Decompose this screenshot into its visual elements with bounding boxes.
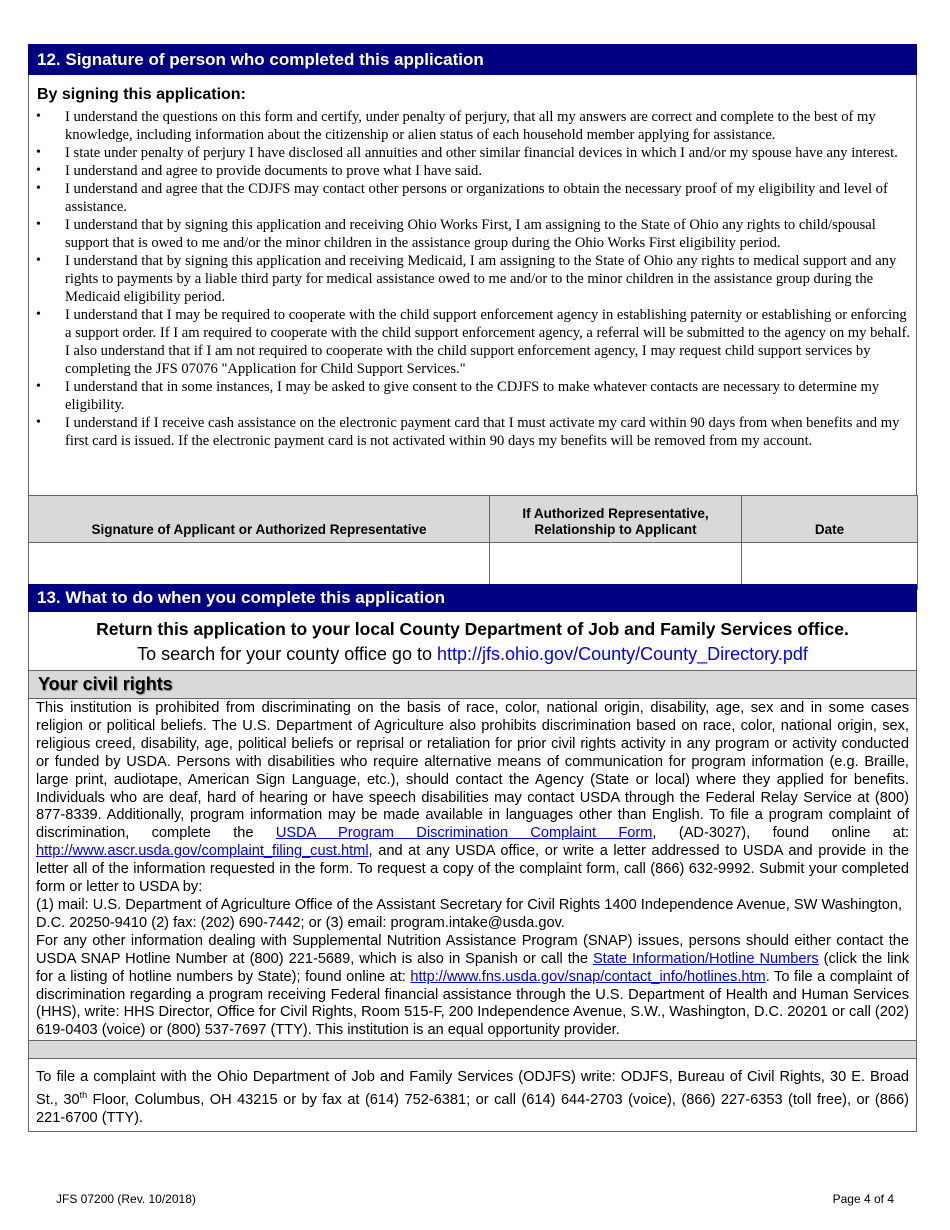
section-12-header	[28, 44, 917, 75]
civil-rights-paragraph-1	[36, 700, 909, 897]
civil-rights-text: For any other information dealing with Supplemental Nutrition Assistance Program (SNAP) issues, persons should either contact the USDA SNAP Hotline Number at (800) 221-5689, which is also in Spanish or call the	[36, 932, 909, 967]
fns-hotlines-link[interactable]: http://www.fns.usda.gov/snap/contact_info/hotlines.htm	[410, 968, 766, 985]
odjfs-text: To file a complaint with the Ohio Department of Job and Family Services (ODJFS) write: ODJFS, Bureau of Civil Rights, 30 E. Broad St., 30	[36, 1069, 909, 1108]
odjfs-superscript: th	[79, 1090, 88, 1100]
civil-rights-paragraph-2: (1) mail: U.S. Department of Agriculture Office of the Assistant Secretary for Civil Rights 1400 Independence Avenue, SW Washington, D.C. 20250-9410 (2) fax: (202) 690-7442; or (3) email: program.intake@usda.gov.	[36, 896, 903, 931]
date-field[interactable]	[742, 543, 918, 590]
civil-rights-paragraph-3	[36, 933, 909, 1040]
complaint-form-link[interactable]: USDA Program Discrimination Complaint Form	[275, 825, 653, 842]
signing-subtitle: By signing this application:	[37, 86, 246, 103]
signature-column-header: Signature of Applicant or Authorized Representative	[29, 496, 490, 543]
page-number: Page 4 of 4	[832, 1192, 894, 1206]
civil-rights-title: Your civil rights	[38, 674, 173, 694]
civil-rights-header	[28, 670, 917, 699]
ascr-usda-link[interactable]: http://www.ascr.usda.gov/complaint_filing_cust.html	[36, 843, 369, 860]
list-item: • I understand that by signing this application and receiving Medicaid, I am assigning to the State of Ohio any rights to medical support and any rights to payments by a liable third party for medical assistance owed to me and/or to the minor children in the assistance group during the Medicaid eligibility period.	[28, 252, 917, 306]
form-id: JFS 07200 (Rev. 10/2018)	[56, 1192, 196, 1206]
section-12-title: 12. Signature of person who completed this application	[37, 50, 484, 69]
section-13-title: 13. What to do when you complete this application	[37, 588, 446, 607]
county-search-text: To search for your county office go to	[137, 644, 437, 664]
list-item: • I understand the questions on this form and certify, under penalty of perjury, that all my answers are correct and complete to the best of my knowledge, including information about the citizenship or alien status of each household member applying for assistance.	[28, 108, 917, 144]
date-column-header: Date	[742, 496, 918, 543]
relationship-field[interactable]	[490, 543, 742, 590]
signature-field[interactable]	[29, 543, 490, 590]
return-instruction: Return this application to your local County Department of Job and Family Services office.	[96, 619, 849, 639]
civil-rights-body	[36, 700, 909, 1040]
county-search-line	[28, 644, 917, 665]
odjfs-text: Floor, Columbus, OH 43215 or by fax at (614) 752-6381; or call (614) 644-2703 (voice), (866) 227-6353 (toll free), or (866) 221-6700 (TTY).	[36, 1091, 909, 1126]
certification-list	[28, 108, 917, 450]
list-item: • I understand that by signing this application and receiving Ohio Works First, I am assigning to the State of Ohio any rights to child/spousal support that is owed to me and/or the minor children in the assistance group during the Ohio Works First eligibility period.	[28, 216, 917, 252]
list-item: • I understand if I receive cash assistance on the electronic payment card that I must activate my card within 90 days from when benefits and my first card is issued. If the electronic payment card is not activated within 90 days my benefits will be removed from my account.	[28, 414, 917, 450]
civil-rights-text: This institution is prohibited from discriminating on the basis of race, color, national origin, disability, age, sex and in some cases religion or political beliefs. The U.S. Department of Agriculture also prohibits discrimination based on race, color, national origin, sex, religious creed, disability, age, political beliefs or reprisal or retaliation for prior civil rights activity in any program or activity conducted or funded by USDA. Persons with disabilities who require alternative means of communication for program information (e.g. Braille, large print, audiotape, American Sign Language, etc.), should contact the Agency (State or local) where they applied for benefits. Individuals who are deaf, hard of hearing or have speech disabilities may contact USDA through the Federal Relay Service at (800) 877-8339. Additionally, program information may be made available in languages other than English. To file a program complaint of discrimination, complete the	[36, 700, 909, 842]
relationship-column-header	[490, 496, 742, 543]
list-item: • I understand and agree that the CDJFS may contact other persons or organizations to obtain the necessary proof of my eligibility and level of assistance.	[28, 180, 917, 216]
civil-rights-text: (click the link for a listing of hotline numbers by State); found online at:	[36, 950, 910, 985]
section-13-header	[28, 584, 917, 612]
odjfs-complaint-text	[36, 1068, 909, 1127]
list-item: • I understand that I may be required to cooperate with the child support enforcement agency in establishing paternity or establishing or enforcing a support order. If I am required to cooperate with the child support enforcement agency, a referral will be submitted to the agency on my behalf. I also understand that if I am not required to cooperate with the child support enforcement agency, I may request child support services by completing the JFS 07076 "Application for Child Support Services."	[28, 306, 917, 378]
relationship-header-line1: If Authorized Representative,	[522, 506, 709, 521]
list-item: • I state under penalty of perjury I have disclosed all annuities and other similar financial devices in which I and/or my spouse have any interest.	[28, 144, 917, 162]
county-directory-link[interactable]: http://jfs.ohio.gov/County/County_Directory.pdf	[436, 644, 808, 664]
signature-table	[28, 495, 918, 590]
civil-rights-text: . To file a complaint of discrimination regarding a program receiving Federal financial assistance through the U.S. Department of Health and Human Services (HHS), write: HHS Director, Office for Civil Rights, Room 515-F, 200 Independence Avenue, S.W., Washington, D.C. 20201 or call (202) 619-0403 (voice) or (800) 537-7697 (TTY). This institution is an equal opportunity provider.	[36, 968, 909, 1039]
civil-rights-text: , and at any USDA office, or write a letter addressed to USDA and provide in the letter all of the information requested in the form. To request a copy of the complaint form, call (866) 632-9992. Submit your completed form or letter to USDA by:	[36, 843, 909, 896]
separator-bar	[28, 1040, 917, 1059]
hotline-numbers-link[interactable]: State Information/Hotline Numbers	[592, 950, 819, 967]
list-item: • I understand and agree to provide documents to prove what I have said.	[28, 162, 917, 180]
civil-rights-text: , (AD-3027), found online at:	[652, 825, 910, 842]
relationship-header-line2: Relationship to Applicant	[534, 522, 697, 537]
list-item: • I understand that in some instances, I may be asked to give consent to the CDJFS to make whatever contacts are necessary to determine my eligibility.	[28, 378, 917, 414]
